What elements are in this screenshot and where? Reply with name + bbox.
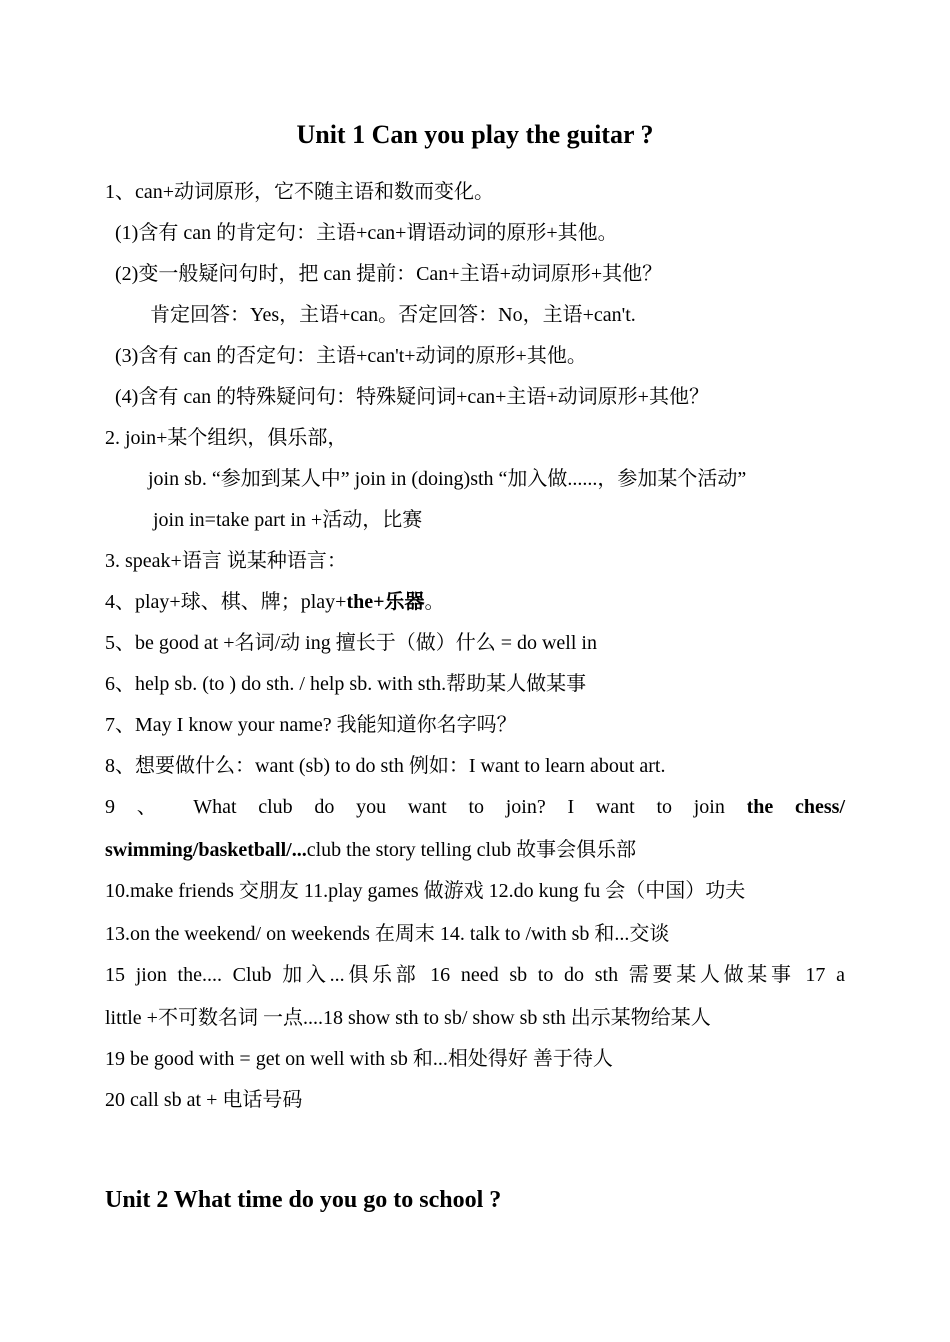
note-line-5: (3)含有 can 的否定句：主语+can't+动词的原形+其他。 [115,345,587,367]
note-line-23: 20 call sb at + 电话号码 [105,1089,303,1111]
note-line-19: 13.on the weekend/ on weekends 在周末 14. talk to /with sb 和...交谈 [105,923,670,945]
note-line-6: (4)含有 can 的特殊疑问句：特殊疑问词+can+主语+动词原形+其他？ [115,386,709,408]
unit2-title: Unit 2 What time do you go to school ? [105,1187,502,1213]
note-line-2: (1)含有 can 的肯定句：主语+can+谓语动词的原形+其他。 [115,222,618,244]
note-line-11-end: 。 [424,591,445,613]
note-line-1: 1、can+动词原形，它不随主语和数而变化。 [105,181,495,203]
note-line-11-bold: the+乐器 [346,591,425,613]
note-line-17-text: club the story telling club 故事会俱乐部 [306,839,637,861]
note-line-10: 3. speak+语言 说某种语言： [105,550,347,572]
note-line-9: join in=take part in +活动，比赛 [153,509,423,531]
note-line-17 [105,835,636,865]
note-line-16 [105,792,845,822]
note-line-15: 8、想要做什么：want (sb) to do sth 例如：I want to learn about art. [105,755,666,777]
note-line-14: 7、May I know your name? 我能知道你名字吗？ [105,714,517,736]
note-line-13: 6、help sb. (to ) do sth. / help sb. with sth.帮助某人做某事 [105,673,587,695]
note-line-8: join sb. “参加到某人中” join in (doing)sth “加入做......，参加某个活动” [148,468,747,490]
unit1-title: Unit 1 Can you play the guitar ? [296,120,654,149]
note-line-11 [105,587,445,617]
note-line-3: (2)变一般疑问句时，把 can 提前：Can+主语+动词原形+其他？ [115,263,663,285]
note-line-16-bold: the chess/ [746,796,845,818]
note-line-7: 2. join+某个组织，俱乐部， [105,427,348,449]
note-line-22: 19 be good with = get on well with sb 和...相处得好 善于待人 [105,1048,613,1070]
note-line-21: little +不可数名词 一点....18 show sth to sb/ show sb sth 出示某物给某人 [105,1007,711,1029]
note-line-16-text: 9 、 What club do you want to join? I want to join [105,796,747,818]
note-line-18: 10.make friends 交朋友 11.play games 做游戏 12.do kung fu 会（中国）功夫 [105,880,746,902]
note-line-12: 5、be good at +名词/动 ing 擅长于（做）什么 = do well in [105,632,597,654]
note-line-17-bold: swimming/basketball/... [105,839,307,861]
note-line-4: 肯定回答：Yes，主语+can。否定回答：No，主语+can't. [150,304,636,326]
note-line-20: 15 jion the.... Club 加入...俱乐部 16 need sb to do sth 需要某人做某事 17 a [105,964,845,986]
note-line-11-text: 4、play+球、棋、牌；play+ [105,591,347,613]
